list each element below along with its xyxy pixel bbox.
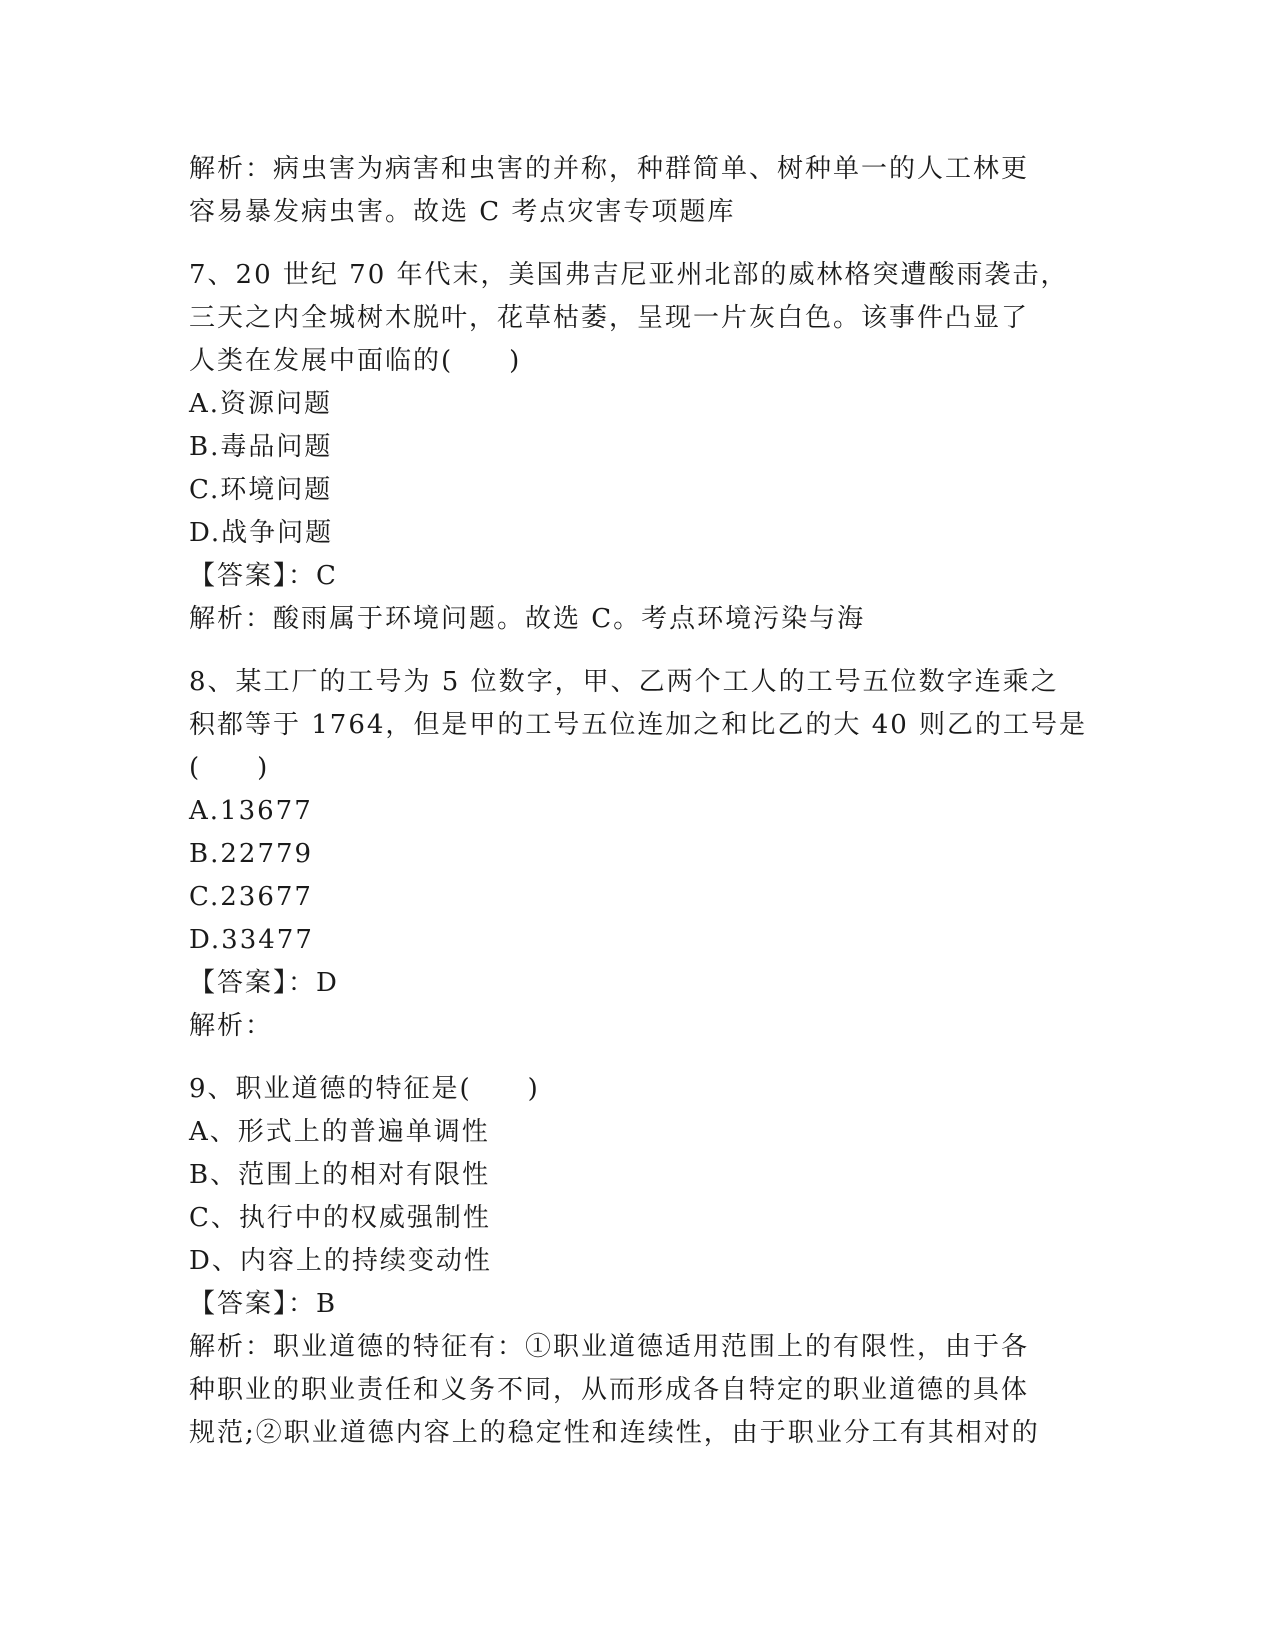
explanation-line: 解析：酸雨属于环境问题。故选 C。考点环境污染与海: [189, 604, 866, 634]
explanation-line: 解析：病虫害为病害和虫害的并称，种群简单、树种单一的人工林更: [189, 154, 1030, 184]
answer-line: 【答案】：C: [189, 561, 338, 591]
option-a: A.资源问题: [189, 389, 333, 419]
question-8: [189, 661, 1089, 1048]
question-9: [189, 1068, 1089, 1455]
explanation-line: 规范;②职业道德内容上的稳定性和连续性，由于职业分工有其相对的: [189, 1418, 1040, 1448]
explanation-line: 解析：职业道德的特征有：①职业道德适用范围上的有限性，由于各: [189, 1332, 1030, 1362]
prev-question-explanation: [189, 148, 1089, 234]
question-stem-line: 积都等于 1764，但是甲的工号五位连加之和比乙的大 40 则乙的工号是: [189, 710, 1088, 740]
answer-line: 【答案】：D: [189, 968, 339, 998]
question-stem-line: 人类在发展中面临的( ): [189, 346, 522, 376]
option-a: A、形式上的普遍单调性: [189, 1117, 490, 1147]
explanation-line: 解析：: [189, 1011, 274, 1041]
spacer: [189, 1048, 1089, 1068]
option-b: B.毒品问题: [189, 432, 333, 462]
explanation-line: 种职业的职业责任和义务不同，从而形成各自特定的职业道德的具体: [189, 1375, 1030, 1405]
question-stem-line: 9、职业道德的特征是( ): [189, 1074, 540, 1104]
answer-line: 【答案】：B: [189, 1289, 338, 1319]
question-7: [189, 254, 1089, 641]
question-stem-line: 8、某工厂的工号为 5 位数字，甲、乙两个工人的工号五位数字连乘之: [189, 667, 1059, 697]
question-stem-line: ( ): [189, 753, 270, 783]
option-c: C.环境问题: [189, 475, 333, 505]
explanation-line: 容易暴发病虫害。故选 C 考点灾害专项题库: [189, 197, 736, 227]
document-page: [189, 148, 1089, 1455]
option-b: B、范围上的相对有限性: [189, 1160, 491, 1190]
spacer: [189, 234, 1089, 254]
option-d: D.战争问题: [189, 518, 334, 548]
option-a: A.13677: [189, 796, 313, 826]
question-stem-line: 7、20 世纪 70 年代末，美国弗吉尼亚州北部的威林格突遭酸雨袭击，: [189, 260, 1069, 290]
option-b: B.22779: [189, 839, 314, 869]
spacer: [189, 641, 1089, 661]
option-d: D.33477: [189, 925, 314, 955]
option-d: D、内容上的持续变动性: [189, 1246, 492, 1276]
option-c: C.23677: [189, 882, 313, 912]
option-c: C、执行中的权威强制性: [189, 1203, 491, 1233]
question-stem-line: 三天之内全城树木脱叶，花草枯萎，呈现一片灰白色。该事件凸显了: [189, 303, 1030, 333]
